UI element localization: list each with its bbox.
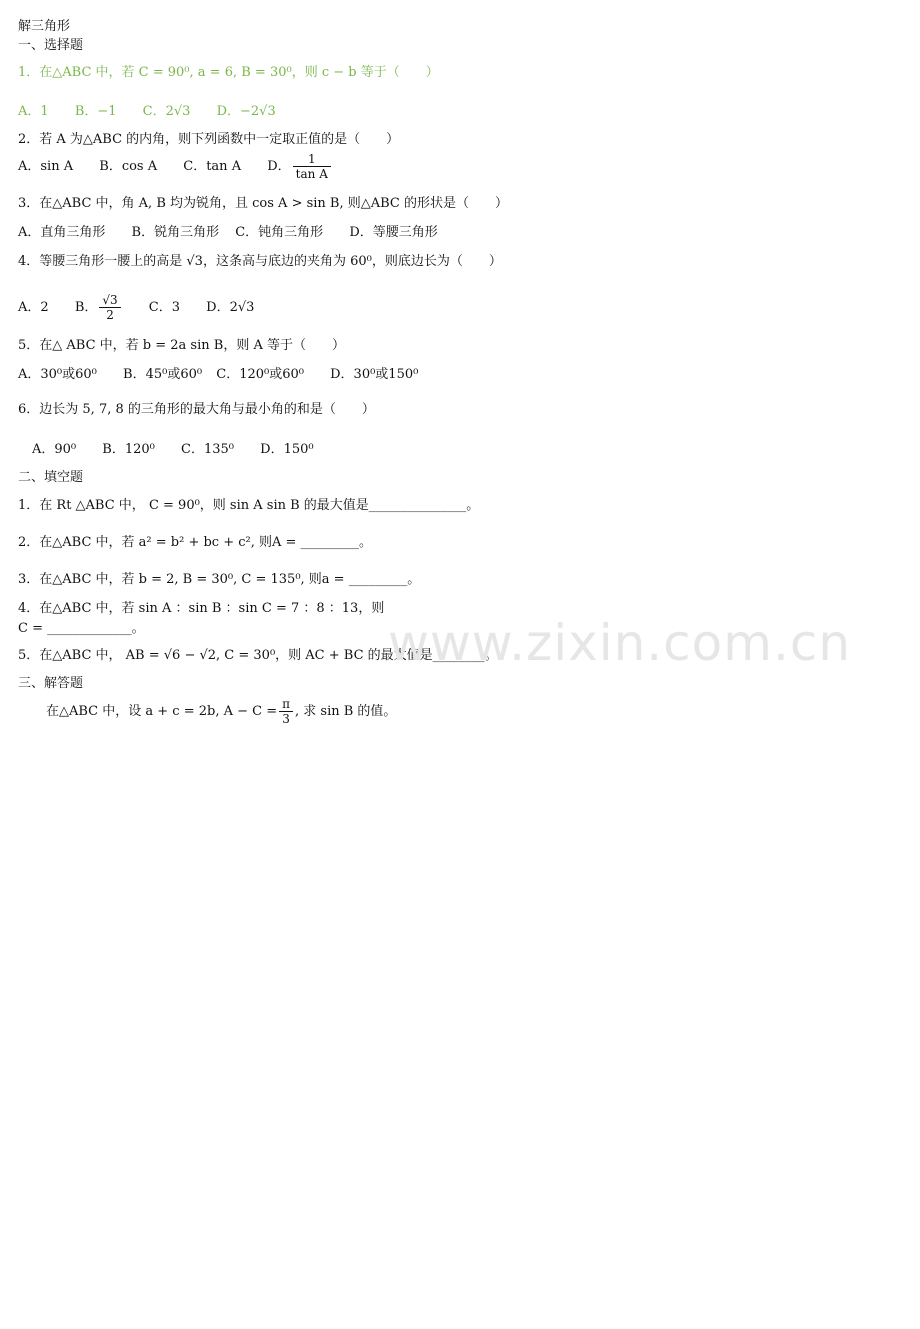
q2-options xyxy=(18,152,333,181)
q6-stem: 6．边长为 5, 7, 8 的三角形的最大角与最小角的和是（ ） xyxy=(18,402,375,417)
watermark-text: www.zixin.com.cn xyxy=(388,614,852,672)
q3-option-a: A．直角三角形 xyxy=(18,225,106,240)
q5-option-c: C．120⁰或60⁰ xyxy=(216,367,304,382)
q5-option-a: A．30⁰或60⁰ xyxy=(18,367,97,382)
pi-over-3-fraction: $\frac{\pi}{3}$ xyxy=(279,697,293,726)
q1-options xyxy=(18,104,276,120)
solve-q1: 在△ABC 中，设 a + c = 2b, A − C = $\frac{\pi}{3}$ , 求 sin B 的值。 xyxy=(46,697,397,726)
section-fill-blank: 二、填空题 xyxy=(18,470,84,485)
q1-stem: 1．在△ABC 中，若 C = 90⁰, a = 6, B = 30⁰，则 c − b 等于（ ） xyxy=(18,65,439,80)
section-solve: 三、解答题 xyxy=(18,676,84,691)
q3-stem: 3．在△ABC 中，角 A, B 均为锐角，且 cos A > sin B, 则△ABC 的形状是（ ） xyxy=(18,196,509,211)
q3-option-d: D．等腰三角形 xyxy=(349,225,438,240)
q4-options xyxy=(18,293,254,322)
q1-option-c: C．2√3 xyxy=(142,104,191,119)
fill-q3: 3．在△ABC 中，若 b = 2, B = 30⁰, C = 135⁰, 则a = _________。 xyxy=(18,572,421,587)
q5-stem: 5．在△ ABC 中，若 b = 2a sin B，则 A 等于（ ） xyxy=(18,338,345,353)
q6-options xyxy=(32,442,314,458)
q5-option-b: B．45⁰或60⁰ xyxy=(123,367,203,382)
fill-q4-line2: C = _____________。 xyxy=(18,621,145,636)
section-choice: 一、选择题 xyxy=(18,38,84,53)
q5-options xyxy=(18,367,418,383)
q3-option-b: B．锐角三角形 xyxy=(131,225,220,240)
q6-option-a: A．90⁰ xyxy=(32,442,77,457)
q5-option-d: D．30⁰或150⁰ xyxy=(330,367,419,382)
q3-option-c: C．钝角三角形 xyxy=(235,225,324,240)
fill-q5: 5．在△ABC 中， AB = √6 − √2, C = 30⁰，则 AC + BC 的最大值是________。 xyxy=(18,648,498,663)
q6-option-b: B．120⁰ xyxy=(102,442,155,457)
q2-option-c: C．tan A xyxy=(183,159,242,174)
q4-stem: 4．等腰三角形一腰上的高是 √3，这条高与底边的夹角为 60⁰，则底边长为（ ） xyxy=(18,254,502,269)
q2-option-b: B．cos A xyxy=(99,159,158,174)
q1-option-d: D．−2√3 xyxy=(216,104,276,119)
q4-option-a: A．2 xyxy=(18,300,49,315)
fill-q4-line1: 4．在△ABC 中，若 sin A ：sin B ：sin C = 7 ：8 ：13，则 xyxy=(18,601,385,616)
q2-stem: 2．若 A 为△ABC 的内角，则下列函数中一定取正值的是（ ） xyxy=(18,132,400,147)
q6-option-d: D．150⁰ xyxy=(260,442,314,457)
fill-q1: 1．在 Rt △ABC 中， C = 90⁰，则 sin A sin B 的最大值是_______________。 xyxy=(18,498,480,513)
q4-fraction: $\frac{√3}{2}$ xyxy=(99,293,120,322)
q4-option-b: B． $\frac{√3}{2}$ xyxy=(75,300,123,315)
doc-title: 解三角形 xyxy=(18,19,71,34)
q1-option-a: A．1 xyxy=(18,104,49,119)
q4-option-c: C．3 xyxy=(148,300,181,315)
q6-option-c: C．135⁰ xyxy=(181,442,234,457)
q3-options xyxy=(18,225,438,241)
q2-fraction: $\frac{1}{\text{tan A}}$ xyxy=(293,152,331,181)
q2-option-a: A．sin A xyxy=(18,159,74,174)
fill-q2: 2．在△ABC 中，若 a² = b² + bc + c², 则A = _________。 xyxy=(18,535,373,550)
q2-option-d: D． $\frac{1}{\text{tan A}}$ xyxy=(267,159,333,174)
q4-option-d: D．2√3 xyxy=(206,300,255,315)
q1-option-b: B．−1 xyxy=(74,104,117,119)
